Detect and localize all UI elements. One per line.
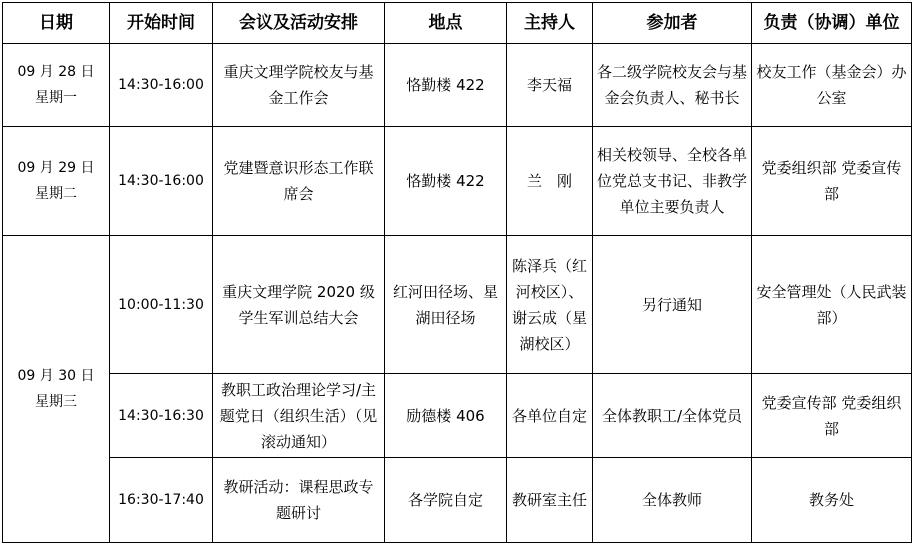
header-row	[3, 3, 912, 44]
unit-cell: 安全管理处（人民武装部）	[752, 236, 912, 374]
location-cell: 红河田径场、星湖田径场	[385, 236, 507, 374]
time-cell: 14:30-16:00	[110, 44, 213, 127]
location-cell: 各学院自定	[385, 458, 507, 543]
date-cell	[3, 44, 110, 127]
participants-cell: 相关校领导、全校各单位党总支书记、非教学单位主要负责人	[593, 127, 752, 236]
location-cell: 恪勤楼 422	[385, 127, 507, 236]
header-participants: 参加者	[593, 3, 752, 44]
host-cell: 各单位自定	[507, 374, 593, 458]
date-text: 09 月 30 日 星期三	[17, 368, 95, 410]
header-event: 会议及活动安排	[213, 3, 385, 44]
table-row	[3, 374, 912, 458]
date-cell	[3, 127, 110, 236]
header-date: 日期	[3, 3, 110, 44]
table-row	[3, 458, 912, 543]
time-cell: 14:30-16:00	[110, 127, 213, 236]
header-host: 主持人	[507, 3, 593, 44]
participants-cell: 全体教职工/全体党员	[593, 374, 752, 458]
table-row	[3, 127, 912, 236]
date-text: 09 月 28 日 星期一	[17, 64, 95, 106]
host-cell: 陈泽兵（红河校区）、谢云成（星湖校区）	[507, 236, 593, 374]
location-cell: 恪勤楼 422	[385, 44, 507, 127]
event-cell: 重庆文理学院 2020 级学生军训总结大会	[213, 236, 385, 374]
event-cell: 重庆文理学院校友与基金工作会	[213, 44, 385, 127]
unit-cell: 教务处	[752, 458, 912, 543]
time-cell: 14:30-16:30	[110, 374, 213, 458]
unit-cell: 党委组织部 党委宣传部	[752, 127, 912, 236]
event-cell: 教研活动：课程思政专题研讨	[213, 458, 385, 543]
participants-cell: 全体教师	[593, 458, 752, 543]
participants-cell: 各二级学院校友会与基金会负责人、秘书长	[593, 44, 752, 127]
unit-cell: 校友工作（基金会）办公室	[752, 44, 912, 127]
participants-cell: 另行通知	[593, 236, 752, 374]
event-cell: 教职工政治理论学习/主题党日（组织生活）（见滚动通知）	[213, 374, 385, 458]
header-responsible-unit: 负责（协调）单位	[752, 3, 912, 44]
table-row	[3, 44, 912, 127]
host-cell: 李天福	[507, 44, 593, 127]
table-row	[3, 236, 912, 374]
time-cell: 10:00-11:30	[110, 236, 213, 374]
date-cell	[3, 236, 110, 543]
host-cell: 兰 刚	[507, 127, 593, 236]
time-cell: 16:30-17:40	[110, 458, 213, 543]
date-text: 09 月 29 日 星期二	[17, 160, 95, 202]
schedule-table	[2, 2, 912, 543]
host-cell: 教研室主任	[507, 458, 593, 543]
header-location: 地点	[385, 3, 507, 44]
header-start-time: 开始时间	[110, 3, 213, 44]
location-cell: 励德楼 406	[385, 374, 507, 458]
unit-cell: 党委宣传部 党委组织部	[752, 374, 912, 458]
event-cell: 党建暨意识形态工作联席会	[213, 127, 385, 236]
